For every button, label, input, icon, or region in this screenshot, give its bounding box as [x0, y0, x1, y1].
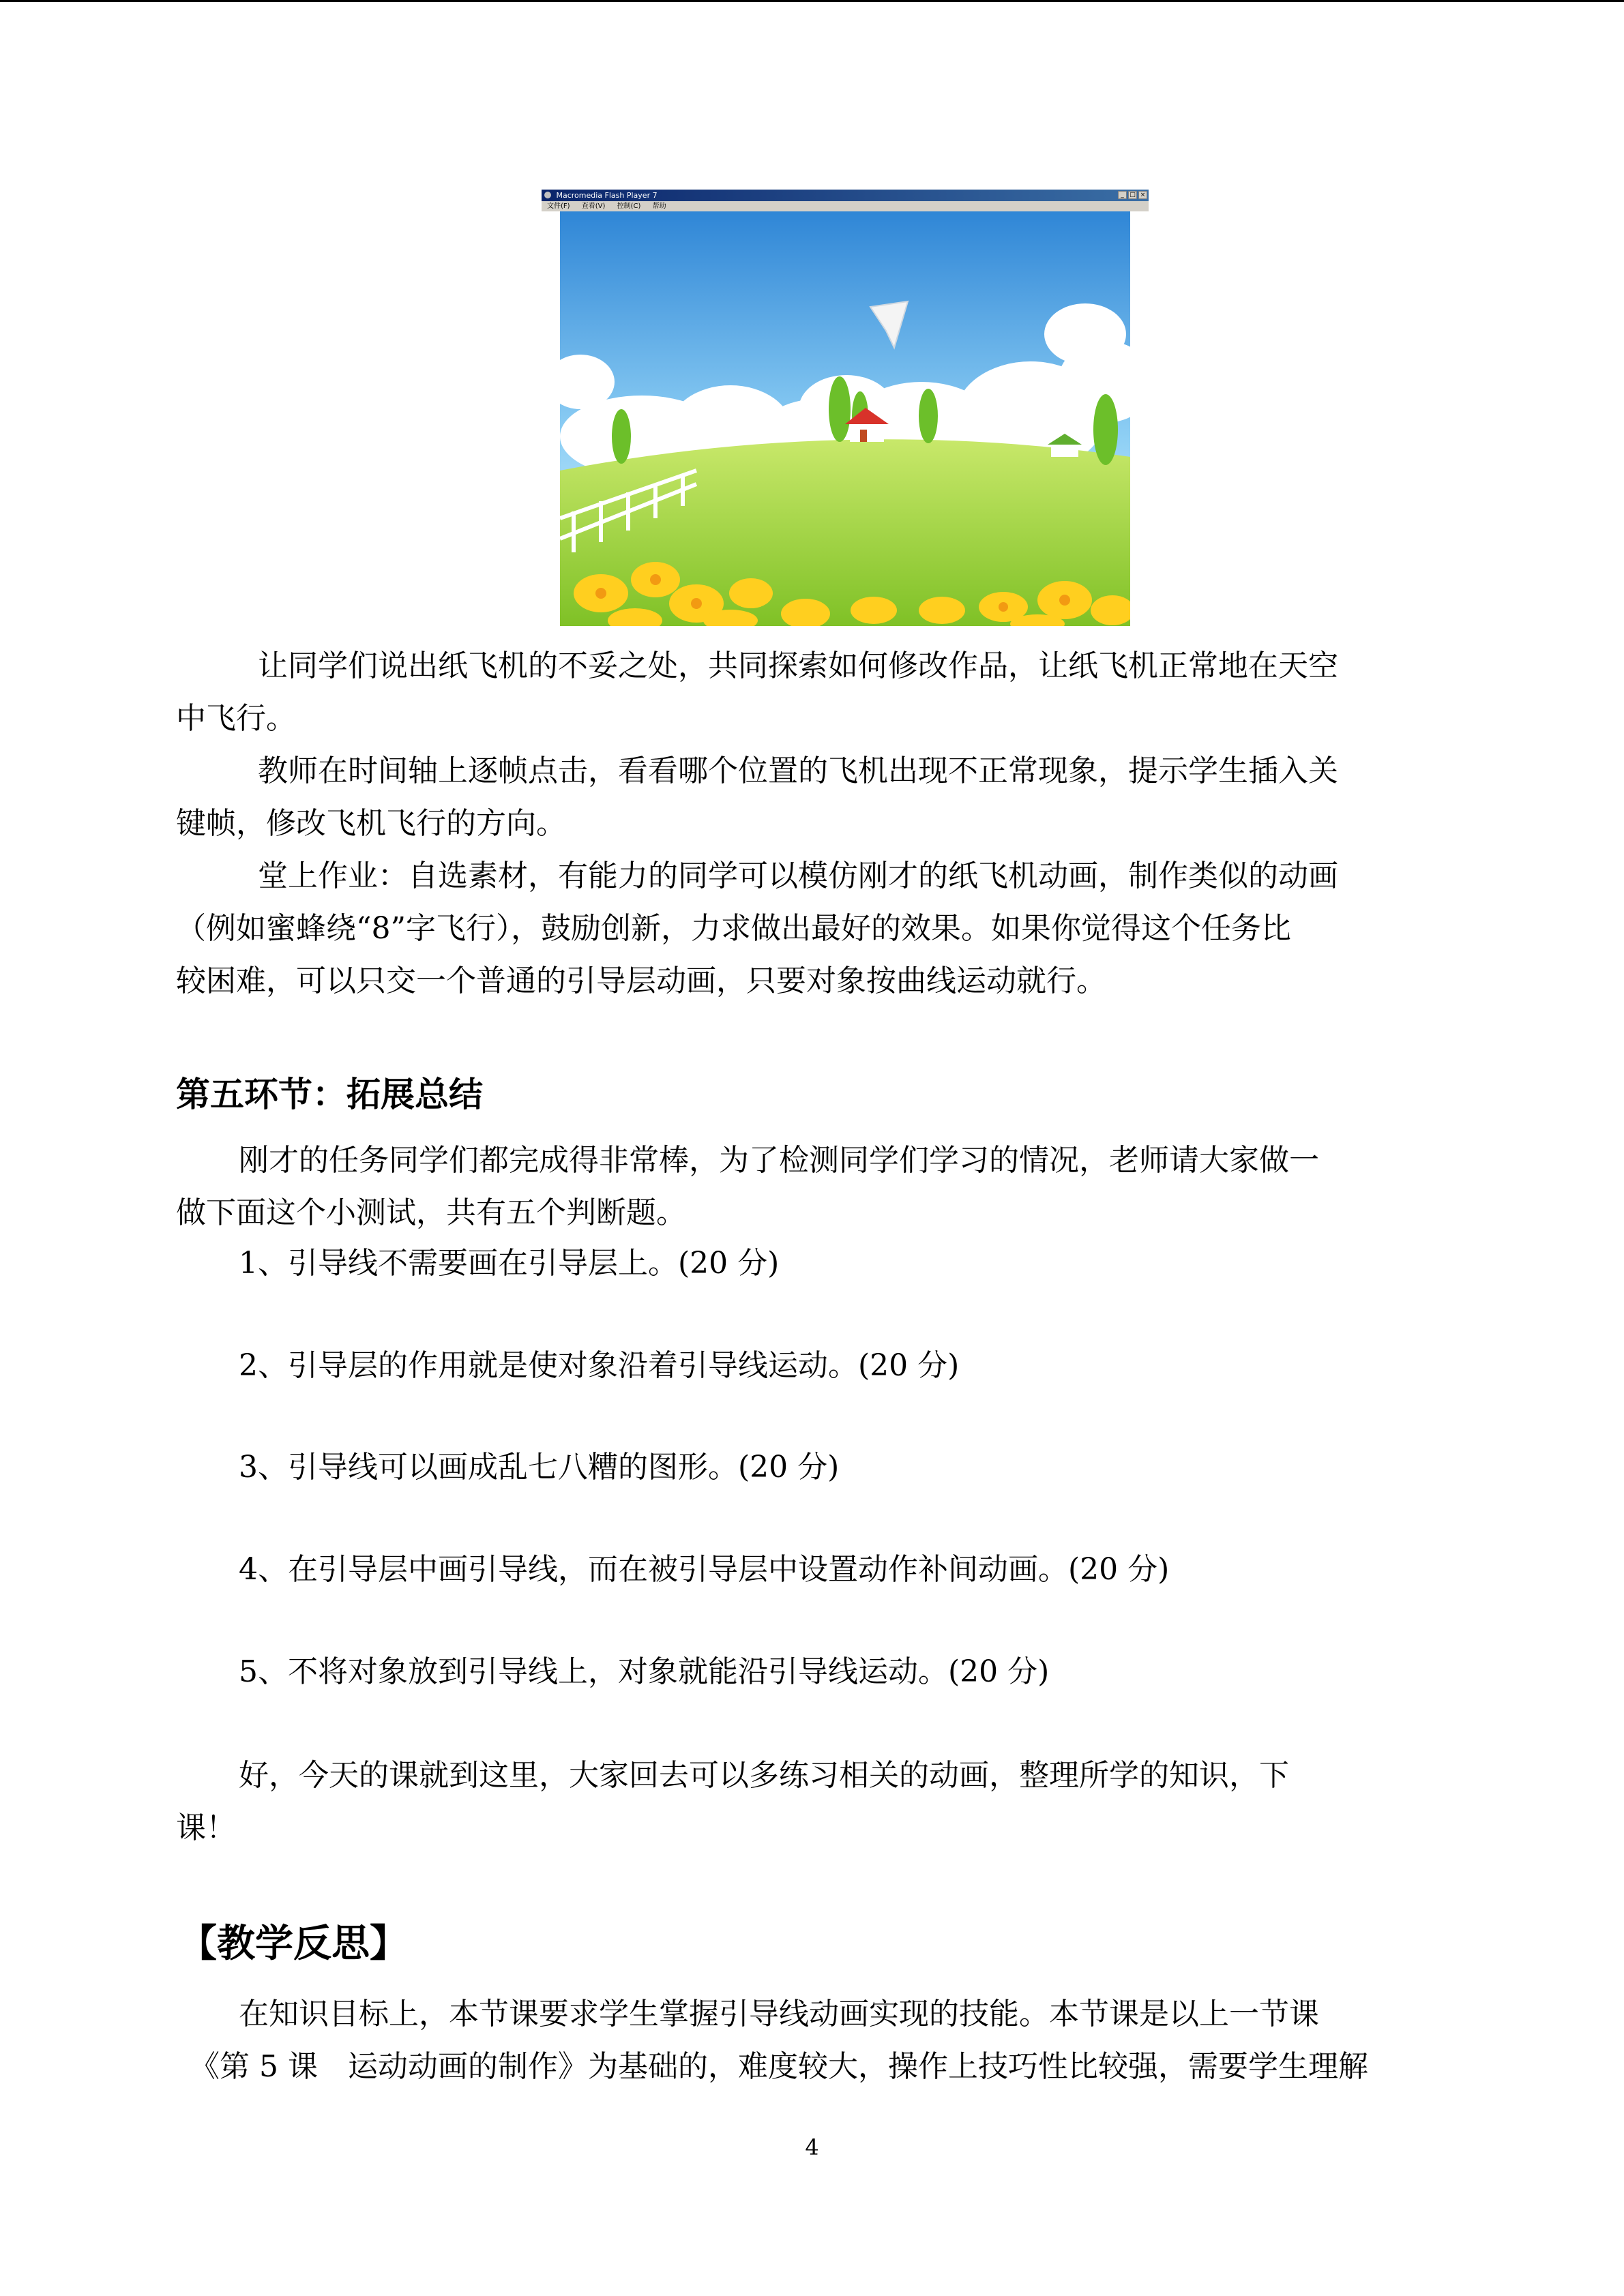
top-border-line: [0, 0, 1624, 2]
maximize-icon: □: [1128, 191, 1137, 199]
paragraph-line: 做下面这个小测试，共有五个判断题。: [176, 1195, 686, 1230]
menu-help: 帮助: [652, 203, 666, 210]
page-number: 4: [805, 2134, 819, 2160]
section5-closing: [176, 1749, 1458, 1854]
player-titlebar: [542, 190, 1149, 201]
paragraph-line: 键帧，修改飞机飞行的方向。: [176, 806, 566, 841]
paragraph-line: 刚才的任务同学们都完成得非常棒，为了检测同学们学习的情况，老师请大家做一: [239, 1143, 1319, 1178]
flash-stage-scene: [560, 211, 1130, 626]
paragraph-line: 堂上作业：自选素材，有能力的同学可以模仿刚才的纸飞机动画，制作类似的动画: [258, 859, 1338, 893]
menu-view: 查看(V): [581, 203, 606, 210]
quiz-question-3: 3、引导线可以画成乱七八糟的图形。(20 分): [239, 1450, 840, 1485]
window-controls: [1118, 191, 1147, 199]
paragraph-line: 中飞行。: [176, 701, 296, 736]
player-window-title: Macromedia Flash Player 7: [556, 191, 658, 200]
quiz-question-2: 2、引导层的作用就是使对象沿着引导线运动。(20 分): [239, 1348, 960, 1383]
reflection-text: [176, 1988, 1458, 2093]
menu-control: 控制(C): [617, 203, 641, 210]
paragraph-line: 课！: [176, 1810, 236, 1845]
flash-app-icon: [544, 192, 551, 198]
menu-file: 文件(F): [547, 203, 570, 210]
paragraph-line: 让同学们说出纸飞机的不妥之处，共同探索如何修改作品，让纸飞机正常地在天空: [258, 648, 1338, 683]
paragraph-line: 在知识目标上，本节课要求学生掌握引导线动画实现的技能。本节课是以上一节课: [239, 1997, 1319, 2031]
quiz-question-5: 5、不将对象放到引导线上，对象就能沿引导线运动。(20 分): [239, 1654, 1050, 1689]
minimize-icon: _: [1118, 191, 1127, 199]
section5-intro: [176, 1134, 1458, 1239]
section5-heading: 第五环节：拓展总结: [176, 1075, 483, 1114]
paragraph-line: 好，今天的课就到这里，大家回去可以多练习相关的动画，整理所学的知识，下: [239, 1758, 1289, 1793]
intro-paragraphs: [176, 640, 1458, 1007]
paragraph-line: （例如蜜蜂绕“8”字飞行），鼓励创新，力求做出最好的效果。如果你觉得这个任务比: [176, 911, 1291, 946]
quiz-question-4: 4、在引导层中画引导线，而在被引导层中设置动作补间动画。(20 分): [239, 1552, 1170, 1587]
flash-player-screenshot: [542, 190, 1149, 626]
paragraph-line: 较困难，可以只交一个普通的引导层动画，只要对象按曲线运动就行。: [176, 964, 1106, 998]
reflection-heading: 【教学反思】: [179, 1922, 408, 1966]
quiz-question-1: 1、引导线不需要画在引导层上。(20 分): [239, 1246, 780, 1281]
player-menubar: [542, 201, 1149, 211]
close-icon: ×: [1138, 191, 1147, 199]
paragraph-line: 教师在时间轴上逐帧点击，看看哪个位置的飞机出现不正常现象，提示学生插入关: [258, 754, 1338, 788]
paragraph-line: 《第 5 课 运动动画的制作》为基础的，难度较大，操作上技巧性比较强，需要学生理解: [190, 2049, 1368, 2084]
